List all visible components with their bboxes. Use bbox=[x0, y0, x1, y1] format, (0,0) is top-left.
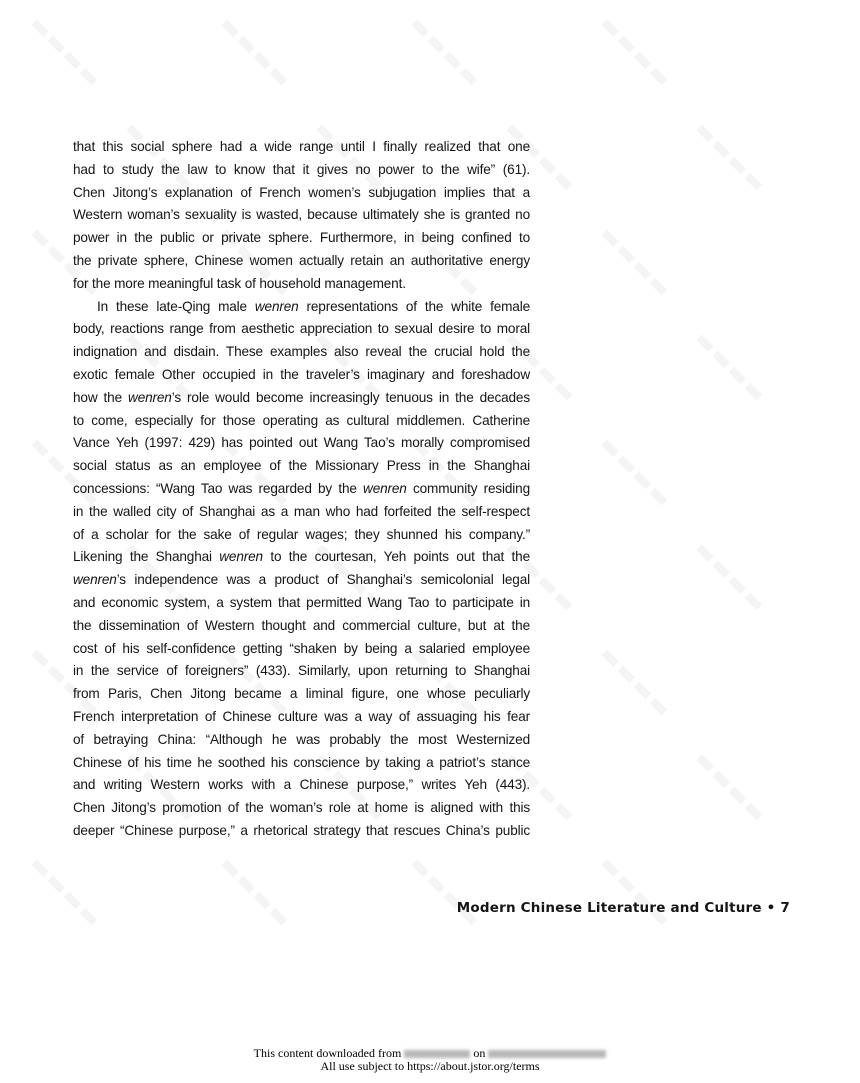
text-segment: body, reactions range from aesthetic appreciation to sexual desire to moral bbox=[73, 321, 530, 337]
watermark-mark bbox=[595, 221, 677, 303]
text-line bbox=[73, 615, 530, 638]
italic-term: wenren bbox=[254, 298, 299, 314]
text-segment: Likening the Shanghai bbox=[73, 549, 220, 565]
running-footer: Modern Chinese Literature and Culture • 7 bbox=[456, 900, 790, 916]
text-line bbox=[73, 273, 530, 296]
text-segment: from Paris, Chen Jitong became a liminal figure, one whose peculiarly bbox=[73, 686, 530, 702]
watermark-mark bbox=[690, 746, 772, 828]
italic-term: wenren bbox=[128, 389, 172, 405]
text-segment: Vance Yeh (1997: 429) has pointed out Wang Tao’s morally compromised bbox=[73, 435, 530, 451]
text-line bbox=[73, 546, 530, 569]
text-segment: ’s independence was a product of Shanghai’s semicolonial legal bbox=[116, 572, 530, 588]
text-line bbox=[73, 364, 530, 387]
text-line bbox=[73, 592, 530, 615]
text-line bbox=[73, 797, 530, 820]
watermark-mark bbox=[595, 641, 677, 723]
text-segment: in the service of foreigners” (433). Similarly, upon returning to Shanghai bbox=[73, 663, 530, 679]
paragraph bbox=[73, 296, 530, 843]
text-segment: representations of the white female bbox=[298, 298, 530, 314]
text-line bbox=[73, 569, 530, 592]
text-segment: deeper “Chinese purpose,” a rhetorical strategy that rescues China’s public bbox=[73, 822, 530, 838]
text-line bbox=[73, 729, 530, 752]
text-segment: Chen Jitong’s explanation of French women’s subjugation implies that a bbox=[73, 184, 530, 200]
text-segment: Chinese of his time he soothed his conscience by taking a patriot’s stance bbox=[73, 754, 530, 770]
text-segment: exotic female Other occupied in the traveler’s imaginary and foreshadow bbox=[73, 366, 530, 382]
watermark-mark bbox=[405, 851, 487, 933]
text-line bbox=[73, 478, 530, 501]
text-line bbox=[73, 683, 530, 706]
text-segment: ’s role would become increasingly tenuous in the decades bbox=[171, 389, 530, 405]
text-line bbox=[73, 410, 530, 433]
body-text bbox=[73, 136, 530, 843]
text-line bbox=[73, 341, 530, 364]
text-segment: how the bbox=[73, 389, 129, 405]
text-segment: Western woman’s sexuality is wasted, because ultimately she is granted no bbox=[73, 207, 530, 223]
text-segment: in the walled city of Shanghai as a man who had forfeited the self-respect bbox=[73, 503, 530, 519]
watermark-mark bbox=[595, 851, 677, 933]
text-line bbox=[73, 660, 530, 683]
text-segment: the dissemination of Western thought and commercial culture, but at the bbox=[73, 617, 530, 633]
text-segment: to the courtesan, Yeh points out that the bbox=[262, 549, 531, 565]
text-line bbox=[73, 387, 530, 410]
redacted-ip bbox=[404, 1050, 470, 1058]
watermark-mark bbox=[215, 11, 297, 93]
text-line bbox=[73, 227, 530, 250]
text-line bbox=[73, 250, 530, 273]
text-line bbox=[73, 204, 530, 227]
text-segment: and economic system, a system that permitted Wang Tao to participate in bbox=[73, 594, 530, 610]
text-segment: that this social sphere had a wide range until I finally realized that one bbox=[73, 139, 530, 154]
text-line bbox=[73, 638, 530, 661]
text-line bbox=[73, 774, 530, 797]
text-segment: French interpretation of Chinese culture was a way of assuaging his fear bbox=[73, 708, 530, 724]
italic-term: wenren bbox=[73, 572, 117, 588]
text-segment: cost of his self-confidence getting “shaken by being a salaried employee bbox=[73, 640, 530, 656]
text-line bbox=[73, 820, 530, 843]
text-segment: community residing bbox=[406, 480, 531, 496]
redacted-date bbox=[488, 1050, 606, 1058]
text-segment: concessions: “Wang Tao was regarded by the bbox=[73, 480, 364, 496]
jstor-download-line bbox=[0, 1047, 860, 1060]
text-segment: of betraying China: “Although he was probably the most Westernized bbox=[73, 731, 530, 747]
italic-term: wenren bbox=[363, 480, 407, 496]
text-line bbox=[73, 455, 530, 478]
text-segment: the private sphere, Chinese women actually retain an authoritative energy bbox=[73, 252, 530, 268]
text-segment: Chen Jitong’s promotion of the woman’s role at home is aligned with this bbox=[73, 800, 530, 816]
text-line bbox=[73, 182, 530, 205]
text-segment: social status as an employee of the Missionary Press in the Shanghai bbox=[73, 458, 530, 474]
text-line bbox=[73, 752, 530, 775]
watermark-mark bbox=[595, 11, 677, 93]
text-segment: power in the public or private sphere. Furthermore, in being confined to bbox=[73, 230, 530, 246]
download-on: on bbox=[473, 1046, 486, 1060]
watermark-mark bbox=[25, 851, 107, 933]
jstor-notice bbox=[0, 1047, 860, 1073]
text-line bbox=[73, 501, 530, 524]
text-segment: for the more meaningful task of household management. bbox=[73, 275, 406, 291]
text-line bbox=[73, 432, 530, 455]
text-segment: of a scholar for the sake of regular wages; they shunned his company.” bbox=[73, 526, 530, 542]
text-segment: and writing Western works with a Chinese purpose,” writes Yeh (443). bbox=[73, 777, 530, 793]
paragraph bbox=[73, 136, 530, 296]
text-line bbox=[73, 706, 530, 729]
text-line bbox=[73, 318, 530, 341]
download-prefix: This content downloaded from bbox=[253, 1046, 402, 1060]
watermark-mark bbox=[215, 851, 297, 933]
text-segment: had to study the law to know that it gives no power to the wife” (61). bbox=[73, 161, 530, 177]
text-line bbox=[73, 159, 530, 182]
watermark-mark bbox=[25, 11, 107, 93]
watermark-mark bbox=[595, 431, 677, 513]
watermark-mark bbox=[405, 11, 487, 93]
watermark-mark bbox=[690, 326, 772, 408]
text-segment: In these late-Qing male bbox=[97, 298, 255, 314]
text-segment: indignation and disdain. These examples also reveal the crucial hold the bbox=[73, 344, 530, 360]
text-segment: to come, especially for those operating as cultural middlemen. Catherine bbox=[73, 412, 530, 428]
watermark-mark bbox=[690, 536, 772, 618]
italic-term: wenren bbox=[219, 549, 263, 565]
text-line bbox=[73, 524, 530, 547]
text-line bbox=[73, 136, 530, 159]
text-line bbox=[73, 296, 530, 319]
jstor-terms-line: All use subject to https://about.jstor.org/terms bbox=[320, 1059, 540, 1073]
watermark-mark bbox=[690, 116, 772, 198]
